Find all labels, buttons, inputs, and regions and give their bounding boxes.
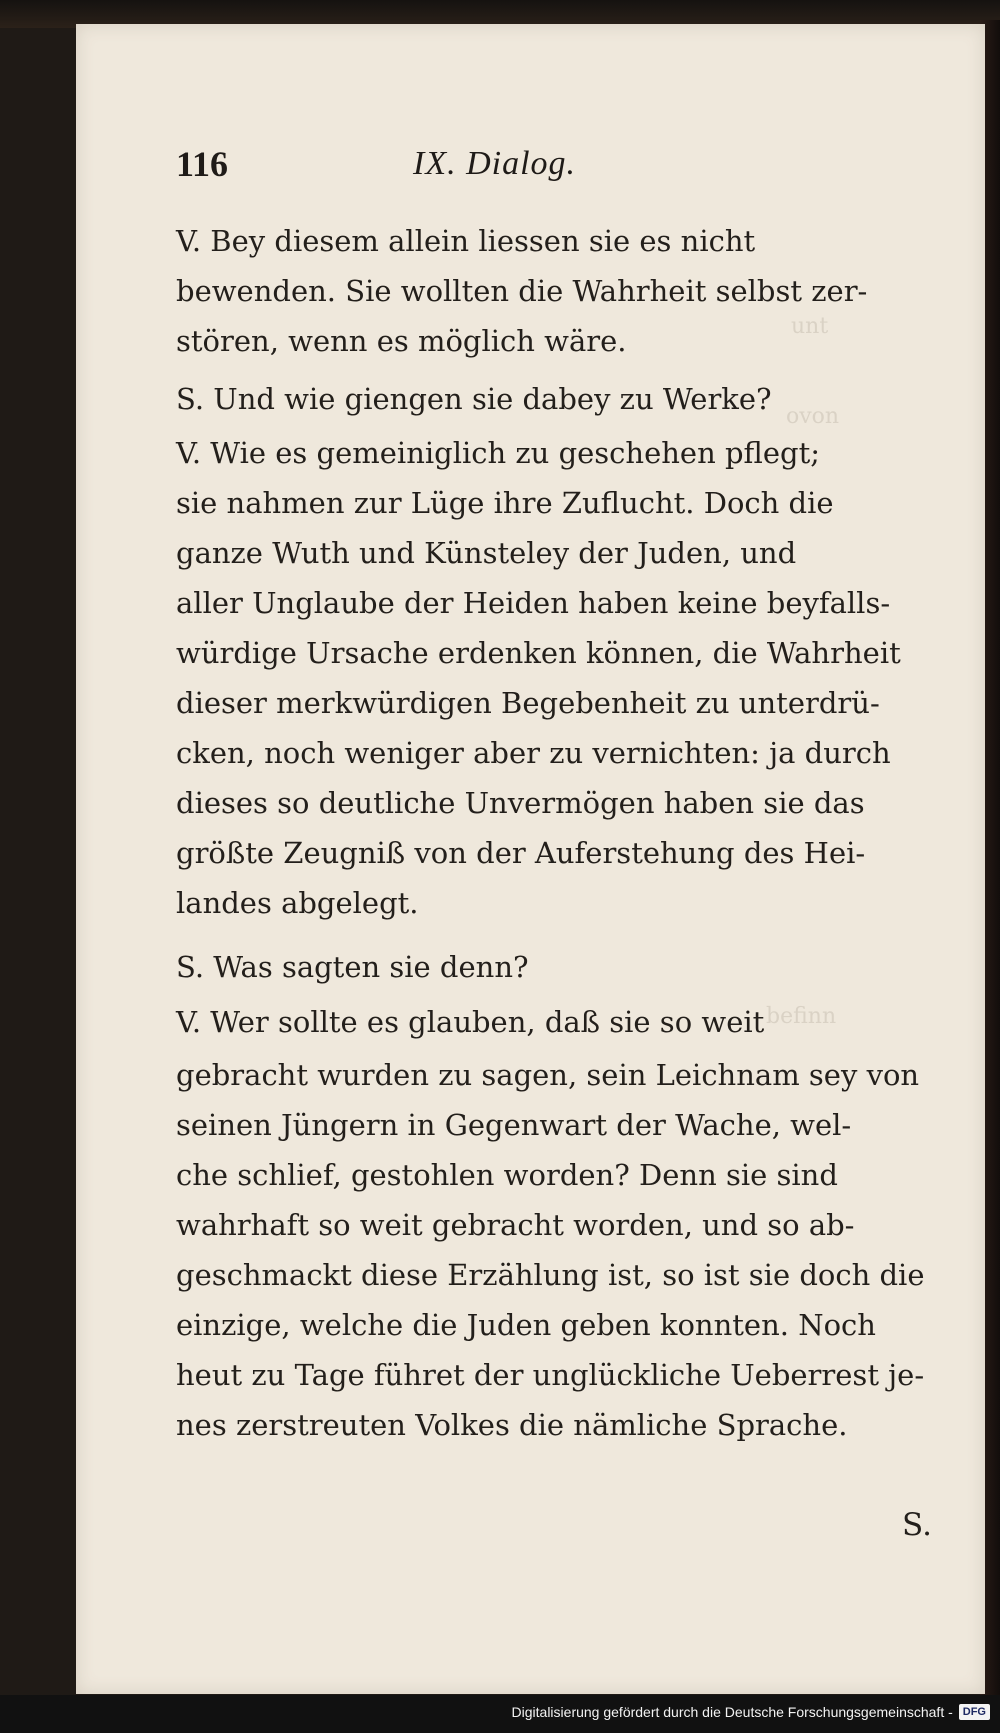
text-line: bewenden. Sie wollten die Wahrheit selbst zer- xyxy=(176,274,868,308)
footer-credit-text: Digitalisierung gefördert durch die Deutsche Forschungsgemeinschaft - xyxy=(511,1704,953,1720)
show-through-mark: befinn xyxy=(766,1004,837,1029)
text-line: geschmackt diese Erzählung ist, so ist sie doch die xyxy=(176,1258,925,1292)
text-line: V. Wie es gemeiniglich zu geschehen pflegt; xyxy=(176,436,821,470)
text-line: einzige, welche die Juden geben konnten. Noch xyxy=(176,1308,876,1342)
text-line: ganze Wuth und Künsteley der Juden, und xyxy=(176,536,797,570)
show-through-mark: ovon xyxy=(786,404,840,429)
catchword: S. xyxy=(902,1507,932,1543)
text-line: V. Wer sollte es glauben, daß sie so weit xyxy=(176,1005,765,1039)
text-line: größte Zeugniß von der Auferstehung des Hei- xyxy=(176,836,866,870)
show-through-mark: unt xyxy=(791,314,829,339)
text-line: sie nahmen zur Lüge ihre Zuflucht. Doch die xyxy=(176,486,834,520)
text-line: che schlief, gestohlen worden? Denn sie sind xyxy=(176,1158,838,1192)
text-line: aller Unglaube der Heiden haben keine beyfalls- xyxy=(176,586,891,620)
text-line: gebracht wurden zu sagen, sein Leichnam sey von xyxy=(176,1058,920,1092)
dfg-logo: DFG xyxy=(959,1704,990,1720)
text-line: S. Und wie giengen sie dabey zu Werke? xyxy=(176,382,772,416)
page-number: 116 xyxy=(176,144,229,184)
page-header xyxy=(176,142,956,186)
digitization-credit xyxy=(511,1701,990,1723)
text-line: dieses so deutliche Unvermögen haben sie das xyxy=(176,786,865,820)
text-line: würdige Ursache erdenken können, die Wahrheit xyxy=(176,636,901,670)
text-line: stören, wenn es möglich wäre. xyxy=(176,324,627,358)
text-line: wahrhaft so weit gebracht worden, und so ab- xyxy=(176,1208,855,1242)
running-head: IX. Dialog. xyxy=(413,145,577,182)
text-line: seinen Jüngern in Gegenwart der Wache, wel- xyxy=(176,1108,852,1142)
text-line: S. Was sagten sie denn? xyxy=(176,950,529,984)
text-line: landes abgelegt. xyxy=(176,886,419,920)
text-line: V. Bey diesem allein liessen sie es nicht xyxy=(176,224,756,258)
text-line: nes zerstreuten Volkes die nämliche Sprache. xyxy=(176,1408,848,1442)
text-line: cken, noch weniger aber zu vernichten: ja durch xyxy=(176,736,891,770)
text-line: heut zu Tage führet der unglückliche Ueberrest je- xyxy=(176,1358,925,1392)
text-line: dieser merkwürdigen Begebenheit zu unterdrü- xyxy=(176,686,880,720)
